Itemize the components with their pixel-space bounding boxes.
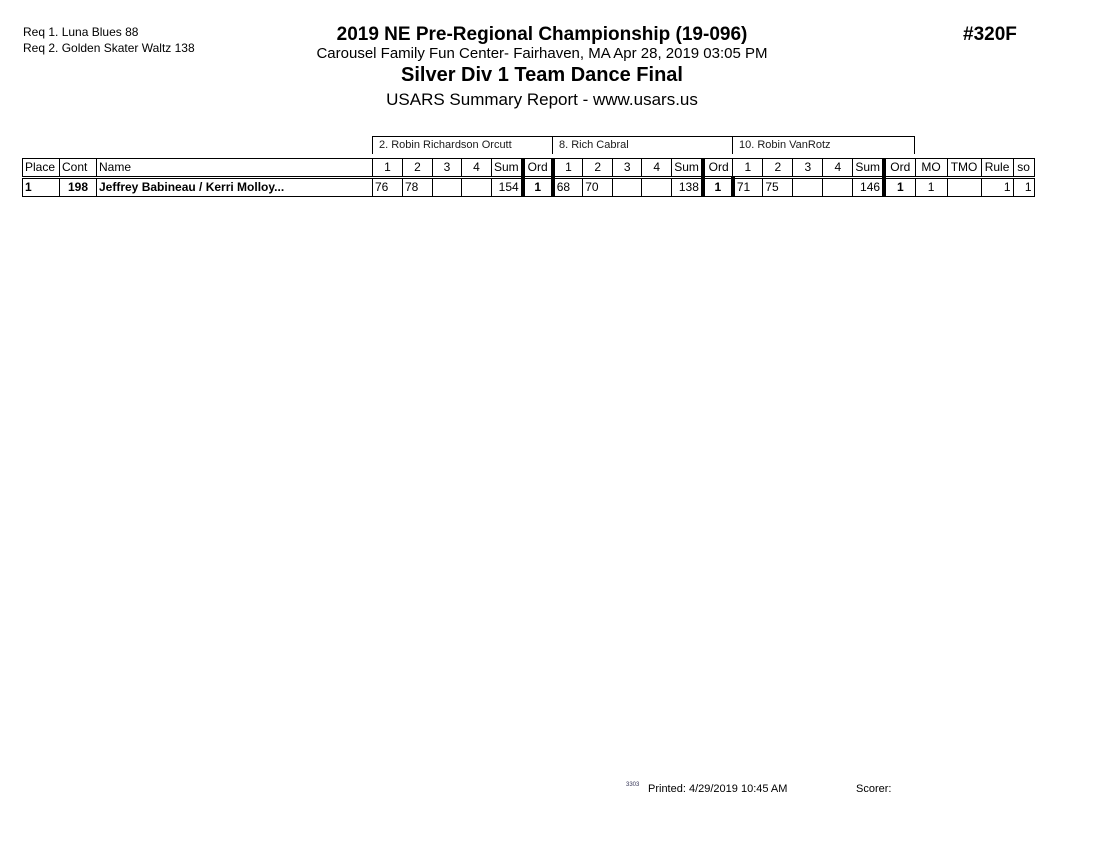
sum: 154 xyxy=(492,178,523,197)
score xyxy=(642,178,672,197)
score xyxy=(433,178,462,197)
score: 76 xyxy=(373,178,403,197)
col-sum: Sum xyxy=(672,159,703,178)
col-rule: Rule xyxy=(981,159,1013,178)
col-score-3: 3 xyxy=(433,159,462,178)
tmo xyxy=(947,178,981,197)
score: 78 xyxy=(403,178,433,197)
ordinal: 1 xyxy=(884,178,915,197)
col-cont: Cont xyxy=(60,159,97,178)
col-score-2: 2 xyxy=(583,159,613,178)
score xyxy=(462,178,492,197)
competition-title: 2019 NE Pre-Regional Championship (19-096) xyxy=(336,24,748,45)
col-score-2: 2 xyxy=(403,159,433,178)
col-score-1: 1 xyxy=(373,159,403,178)
report-title: USARS Summary Report - www.usars.us xyxy=(386,90,698,109)
col-mo: MO xyxy=(915,159,947,178)
col-score-4: 4 xyxy=(642,159,672,178)
footer-code: 3303 xyxy=(626,782,640,788)
rule: 1 xyxy=(981,178,1013,197)
event-title: Silver Div 1 Team Dance Final xyxy=(401,64,683,86)
score: 70 xyxy=(583,178,613,197)
col-score-1: 1 xyxy=(553,159,583,178)
col-sum: Sum xyxy=(492,159,523,178)
event-code: #320F xyxy=(963,24,1017,45)
results-table xyxy=(22,158,1035,197)
col-place: Place xyxy=(23,159,60,178)
requirement-2: Req 2. Golden Skater Waltz 138 xyxy=(23,41,195,55)
col-score-3: 3 xyxy=(793,159,823,178)
ordinal: 1 xyxy=(703,178,733,197)
skater-name: Jeffrey Babineau / Kerri Molloy... xyxy=(97,178,373,197)
col-sum: Sum xyxy=(853,159,884,178)
judge-name: 10. Robin VanRotz xyxy=(733,137,915,155)
col-score-3: 3 xyxy=(613,159,642,178)
col-tmo: TMO xyxy=(947,159,981,178)
col-score-2: 2 xyxy=(763,159,793,178)
cont: 198 xyxy=(60,178,97,197)
score xyxy=(793,178,823,197)
col-ord: Ord xyxy=(703,159,733,178)
ordinal: 1 xyxy=(523,178,553,197)
printed-timestamp: Printed: 4/29/2019 10:45 AM xyxy=(648,783,788,795)
col-score-4: 4 xyxy=(462,159,492,178)
sum: 146 xyxy=(853,178,884,197)
sum: 138 xyxy=(672,178,703,197)
score: 71 xyxy=(733,178,763,197)
requirement-1: Req 1. Luna Blues 88 xyxy=(23,25,139,39)
so: 1 xyxy=(1013,178,1034,197)
col-so: so xyxy=(1013,159,1034,178)
location-date: Carousel Family Fun Center- Fairhaven, MA Apr 28, 2019 03:05 PM xyxy=(316,45,768,62)
place: 1 xyxy=(23,178,60,197)
scorer-label: Scorer: xyxy=(856,783,892,795)
score: 75 xyxy=(763,178,793,197)
table-row xyxy=(23,178,1035,197)
score: 68 xyxy=(553,178,583,197)
col-ord: Ord xyxy=(884,159,915,178)
score xyxy=(823,178,853,197)
col-name: Name xyxy=(97,159,373,178)
mo: 1 xyxy=(915,178,947,197)
judge-header xyxy=(372,136,915,154)
judge-name: 2. Robin Richardson Orcutt xyxy=(373,137,553,155)
col-ord: Ord xyxy=(523,159,553,178)
score xyxy=(613,178,642,197)
header-row xyxy=(23,159,1035,178)
judge-name: 8. Rich Cabral xyxy=(553,137,733,155)
col-score-4: 4 xyxy=(823,159,853,178)
col-score-1: 1 xyxy=(733,159,763,178)
